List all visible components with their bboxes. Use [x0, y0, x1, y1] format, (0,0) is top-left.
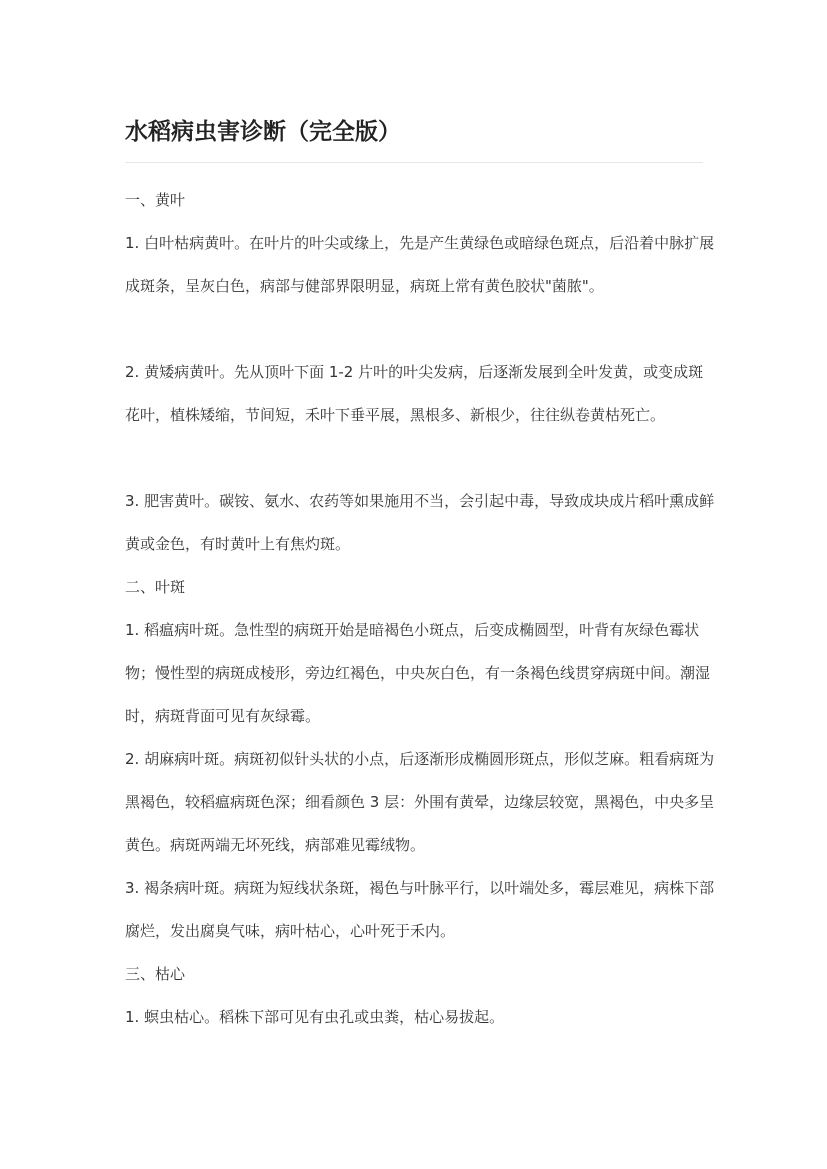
paragraph-rice-blast: 1. 稻瘟病叶斑。急性型的病斑开始是暗褐色小斑点，后变成椭圆型，叶背有灰绿色霉状物；慢性型的病斑成棱形，旁边红褐色，中央灰白色，有一条褐色线贯穿病斑中间。潮湿时，病斑背面可见有灰绿霉。: [125, 621, 711, 725]
section-heading-dead-heart: 三、枯心: [125, 965, 186, 983]
paragraph-fertilizer-damage: 3. 肥害黄叶。碳铵、氨水、农药等如果施用不当，会引起中毒，导致成块成片稻叶熏成鲜黄或金色，有时黄叶上有焦灼斑。: [125, 492, 715, 553]
page-title: 水稻病虫害诊断（完全版）: [125, 119, 401, 145]
paragraph-borer-dead-heart: 1. 螟虫枯心。稻株下部可见有虫孔或虫粪，枯心易拔起。: [125, 1008, 505, 1026]
paragraph-brown-spot: 2. 胡麻病叶斑。病斑初似针头状的小点，后逐渐形成椭圆形斑点，形似芝麻。粗看病斑为黑褐色，较稻瘟病斑色深；细看颜色 3 层：外围有黄晕，边缘层较宽，黑褐色，中央多呈黄色。病斑两端无坏死线，病部难见霉绒物。: [125, 750, 715, 854]
title-divider: [125, 162, 703, 163]
paragraph-white-leaf-blight: 1. 白叶枯病黄叶。在叶片的叶尖或缘上，先是产生黄绿色或暗绿色斑点，后沿着中脉扩展成斑条，呈灰白色，病部与健部界限明显，病斑上常有黄色胶状"菌脓"。: [125, 234, 715, 295]
section-heading-yellow-leaf: 一、黄叶: [125, 191, 186, 209]
paragraph-brown-stripe: 3. 褐条病叶斑。病斑为短线状条斑，褐色与叶脉平行，以叶端处多，霉层难见，病株下部腐烂，发出腐臭气味，病叶枯心，心叶死于禾内。: [125, 879, 715, 940]
section-heading-leaf-spot: 二、叶斑: [125, 578, 186, 596]
paragraph-yellow-dwarf: 2. 黄矮病黄叶。先从顶叶下面 1-2 片叶的叶尖发病，后逐渐发展到全叶发黄，或变成斑花叶，植株矮缩，节间短，禾叶下垂平展，黑根多、新根少，往往纵卷黄枯死亡。: [125, 363, 704, 424]
